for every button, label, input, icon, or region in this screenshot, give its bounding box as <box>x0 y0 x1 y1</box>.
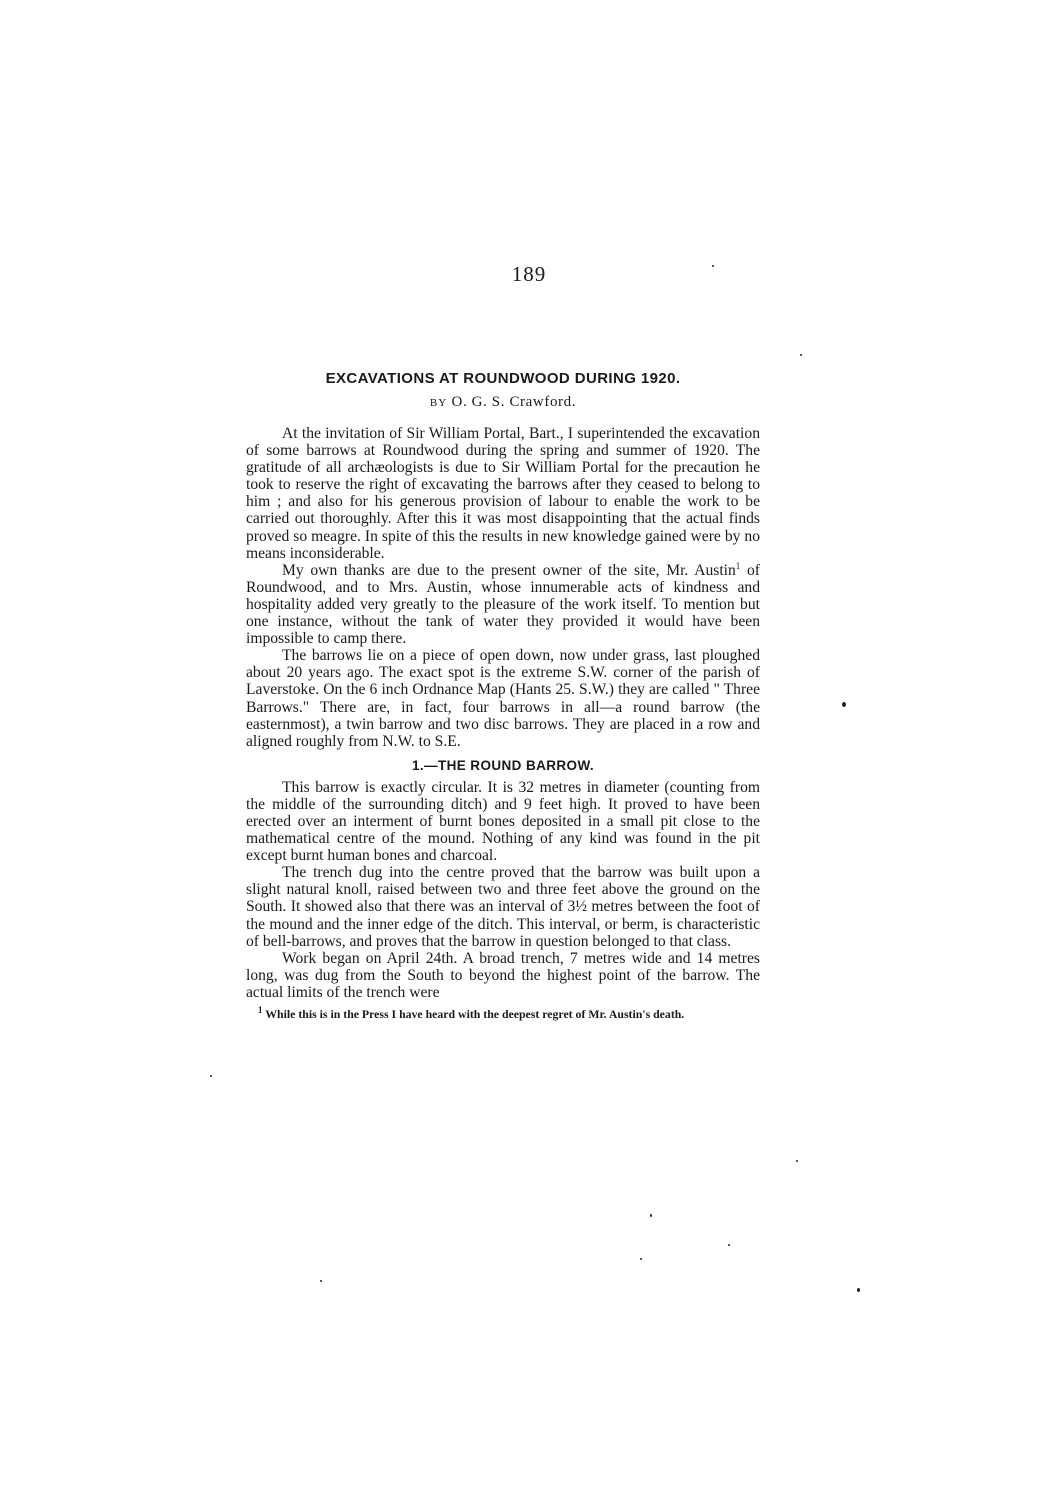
section-heading: 1.—THE ROUND BARROW. <box>411 757 594 773</box>
byline-prefix: BY <box>429 397 448 409</box>
scan-speck <box>712 265 714 267</box>
scan-speck <box>842 702 846 707</box>
thanks-text-before: My own thanks are due to the present owner of the site, Mr. Austin <box>282 561 736 579</box>
footnote-marker: 1 <box>258 1005 263 1016</box>
scan-speck <box>650 1214 652 1217</box>
paragraph-location: The barrows lie on a piece of open down, now under grass, last ploughed about 20 years ago. The exact spot is the extreme S.W. corner of the parish of Laverstoke. On the 6 inch Ordnance Map (Hants 25. S.W.) they are called " Three Barrows." There are, in fact, four barrows in all—a round barrow (the easternmost), a twin barrow and two disc barrows. They are placed in a row and aligned roughly from N.W. to S.E. <box>246 647 760 750</box>
scan-speck <box>640 1258 642 1260</box>
scan-speck <box>796 1160 798 1162</box>
scan-speck <box>320 1280 322 1282</box>
article-body <box>246 425 760 1001</box>
article-title: EXCAVATIONS AT ROUNDWOOD DURING 1920. <box>325 370 681 387</box>
footnote-text: While this is in the Press I have heard with the deepest regret of Mr. Austin's death. <box>265 1007 685 1021</box>
paragraph-work-began: Work began on April 24th. A broad trench, 7 metres wide and 14 metres long, was dug from the South to beyond the highest point of the barrow. The actual limits of the trench were <box>246 949 760 1001</box>
scan-speck <box>857 1288 860 1292</box>
scan-speck <box>210 1075 212 1077</box>
paragraph-thanks <box>246 562 760 647</box>
byline <box>246 394 760 411</box>
scan-speck <box>800 354 802 356</box>
byline-author: O. G. S. Crawford. <box>451 394 577 410</box>
thanks-text-after: of Roundwood, and to Mrs. Austin, whose innumerable acts of kindness and hospitality added very greatly to the pleasure of the work itself. To mention but one instance, without the tank of water they provided it would have been impossible to camp there. <box>246 561 760 648</box>
paragraph-round-barrow: This barrow is exactly circular. It is 32 metres in diameter (counting from the middle of the surrounding ditch) and 9 feet high. It proved to have been erected over an interment of burnt bones deposited in a small pit close to the mathematical centre of the mound. Nothing of any kind was found in the pit except burnt human bones and charcoal. <box>246 778 760 865</box>
article <box>246 370 760 1021</box>
paragraph-trench: The trench dug into the centre proved that the barrow was built upon a slight natural knoll, raised between two and three feet above the ground on the South. It showed also that there was an interval of 3½ metres between the foot of the mound and the inner edge of the ditch. This interval, or berm, is characteristic of bell-barrows, and proves that the barrow in question belonged to that class. <box>246 864 760 950</box>
page-number: 189 <box>511 262 547 286</box>
scan-speck <box>728 1244 730 1246</box>
paragraph-invitation: At the invitation of Sir William Portal, Bart., I superintended the excavation of some barrows at Roundwood during the spring and summer of 1920. The gratitude of all archæologists is due to Sir William Portal for the precaution he took to reserve the right of excavating the barrows after they ceased to belong to him ; and also for his generous provision of labour to enable the work to be carried out thoroughly. After this it was most disappointing that the actual finds proved so meagre. In spite of this the results in new knowledge gained were by no means inconsiderable. <box>246 425 760 562</box>
footnote-reference: 1 <box>735 560 741 571</box>
footnote <box>246 1007 760 1021</box>
